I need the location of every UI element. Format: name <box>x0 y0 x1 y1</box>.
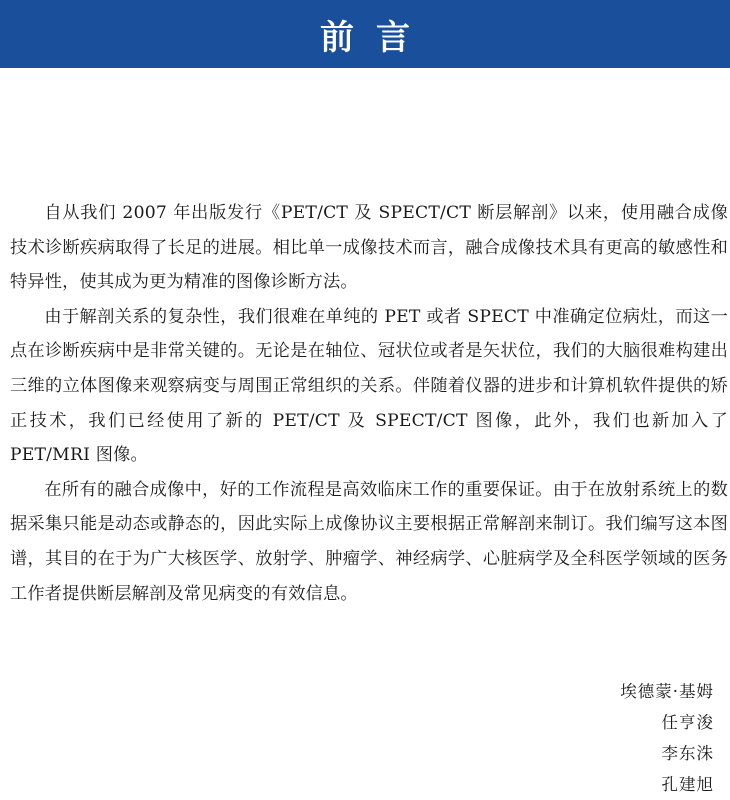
paragraph-2: 由于解剖关系的复杂性，我们很难在单纯的 PET 或者 SPECT 中准确定位病灶，而这一点在诊断疾病中是非常关键的。无论是在轴位、冠状位或者是矢状位，我们的大脑很难构建出三维的立体图像来观察病变与周围正常组织的关系。伴随着仪器的进步和计算机软件提供的矫正技术，我们已经使用了新的 PET/CT 及 SPECT/CT 图像，此外，我们也新加入了 PET/MRI 图像。 <box>10 306 728 466</box>
paragraph-3: 在所有的融合成像中，好的工作流程是高效临床工作的重要保证。由于在放射系统上的数据采集只能是动态或静态的，因此实际上成像协议主要根据正常解剖来制订。我们编写这本图谱，其目的在于为广大核医学、放射学、肿瘤学、神经病学、心脏病学及全科医学领域的医务工作者提供断层解剖及常见病变的有效信息。 <box>10 479 728 604</box>
preface-body <box>10 196 728 611</box>
author-signatures <box>620 676 714 800</box>
signature-4: 孔建旭 <box>661 775 714 794</box>
signature-1: 埃德蒙·基姆 <box>620 682 714 701</box>
signature-3: 李东洙 <box>661 744 714 763</box>
header-banner <box>0 0 730 68</box>
signature-2: 任亨浚 <box>661 713 714 732</box>
page-title: 前言 <box>320 17 432 58</box>
paragraph-1: 自从我们 2007 年出版发行《PET/CT 及 SPECT/CT 断层解剖》以来，使用融合成像技术诊断疾病取得了长足的进展。相比单一成像技术而言，融合成像技术具有更高的敏感性和特异性，使其成为更为精准的图像诊断方法。 <box>10 203 728 293</box>
